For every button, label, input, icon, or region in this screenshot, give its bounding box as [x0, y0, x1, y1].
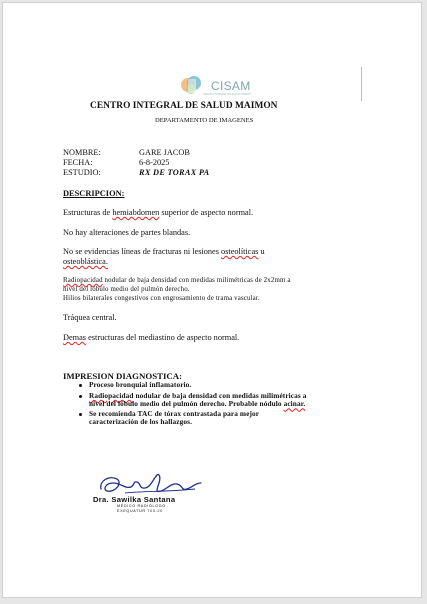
description-heading: DESCRIPCION:: [63, 189, 125, 198]
description-paragraph-2: No hay alteraciones de partes blandas.: [63, 228, 191, 237]
name-value: GARE JACOB: [139, 148, 190, 157]
text-run: Se recomienda TAC de tórax contrastada para mejor: [89, 409, 260, 418]
signature-name: Dra. Sawilka Santana: [93, 495, 176, 504]
spellcheck-flagged-word: osteolíticas: [221, 247, 259, 256]
name-label: NOMBRE:: [63, 148, 101, 157]
bullet-icon: [79, 413, 82, 416]
impression-item-3: [89, 410, 359, 427]
study-label: ESTUDIO:: [63, 168, 101, 177]
text-run: nivel del lóbulo medio del pulmón derecho.: [63, 286, 190, 293]
date-label: FECHA:: [63, 158, 93, 167]
text-run: Hilios bilaterales congestivos con engrosamiento de trama vascular.: [63, 295, 260, 302]
bullet-icon: [79, 395, 82, 398]
document-page: [2, 2, 422, 598]
impression-heading: IMPRESION DIAGNOSTICA:: [63, 371, 183, 381]
signature-exequatur: EXEQUATUR 700-20: [117, 509, 163, 513]
description-paragraph-6: [63, 333, 363, 343]
spellcheck-flagged-word: Radiopacidad: [63, 277, 103, 284]
text-run: superior de aspecto normal.: [159, 208, 254, 217]
spellcheck-flagged-word: osteoblástica.: [63, 257, 108, 266]
study-value: RX DE TORAX PA: [139, 168, 210, 177]
text-run: No se evidencias líneas de fracturas ni lesiones: [63, 247, 222, 256]
description-paragraph-5: Tráquea central.: [63, 313, 117, 322]
impression-item-2: [89, 392, 359, 409]
text-run: nodular de baja densidad con medidas milimétricas a: [133, 391, 307, 400]
bullet-icon: [79, 384, 82, 387]
text-run: Estructuras de: [63, 208, 113, 217]
spellcheck-flagged-word: Radiopacidad: [89, 391, 134, 400]
text-run: caracterización de los hallazgos.: [89, 417, 193, 427]
text-run: estructuras del mediastino de aspecto normal.: [86, 333, 240, 342]
logo-text: CISAM: [211, 79, 251, 93]
spellcheck-flagged-word: Demas: [63, 333, 87, 342]
signature-role: MÉDICO RADIÓLOGO: [117, 504, 166, 508]
text-run: u: [258, 247, 265, 256]
impression-item-1: Proceso bronquial inflamatorio.: [89, 380, 192, 389]
document-title: CENTRO INTEGRAL DE SALUD MAIMON: [90, 101, 278, 111]
description-paragraph-3: [63, 247, 363, 267]
spellcheck-flagged-word: acinar.: [283, 399, 306, 409]
description-paragraph-4: [63, 276, 363, 303]
logo-subtext: CENTRO INTEGRAL DE SALUD MAIMON: [203, 93, 251, 96]
text-run: nodular de baja densidad con medidas milimétricas de 2x2mm a: [102, 277, 291, 284]
spellcheck-flagged-word: hemiabdomen: [112, 208, 160, 217]
text-run: nivel del lóbulo medio del pulmón derecho. Probable nódulo: [89, 399, 284, 409]
date-value: 6-8-2025: [139, 158, 170, 167]
description-paragraph-1: [63, 208, 363, 218]
department-label: DEPARTAMENTO DE IMAGENES: [155, 117, 254, 124]
margin-corner-mark: [361, 67, 362, 101]
